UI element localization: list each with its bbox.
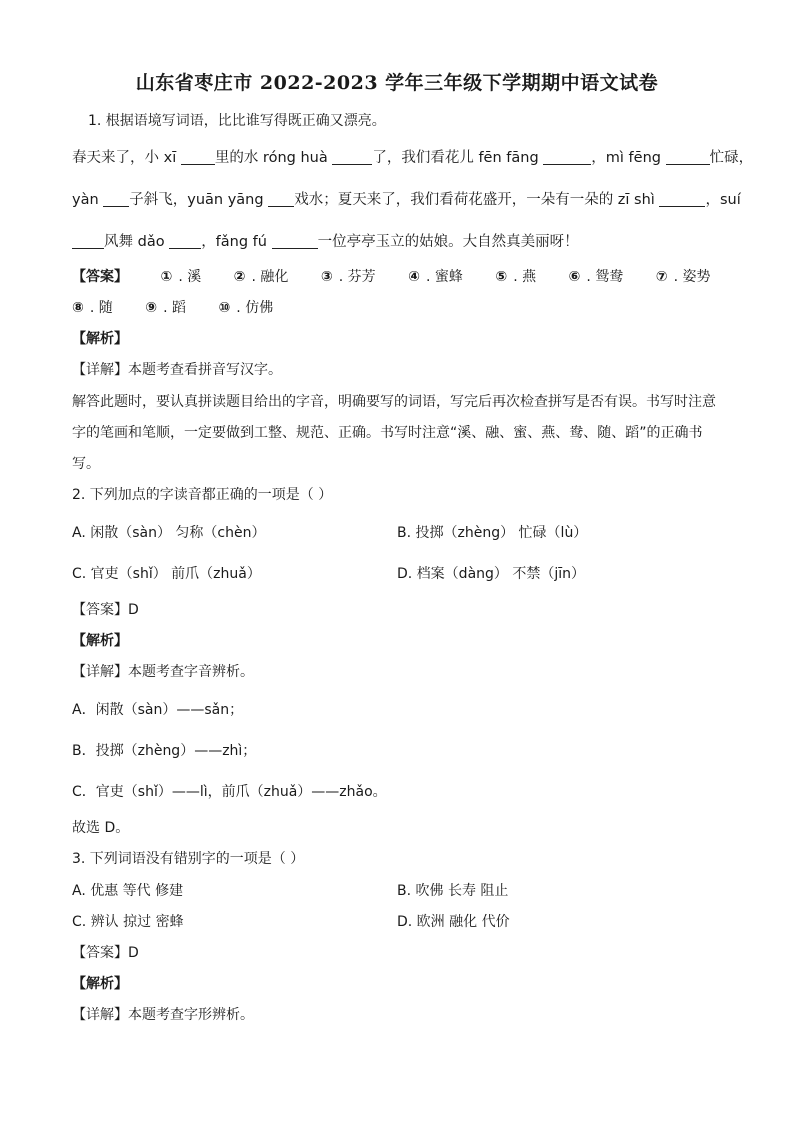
q1-l1-a: 春天来了，小 xī: [72, 150, 181, 166]
q1-explanation-3: 写。: [72, 456, 100, 472]
q2-stem: 2. 下列加点的字读音都正确的一项是（ ）: [72, 487, 333, 503]
answer-item: ⑤ . 燕: [495, 269, 537, 285]
q3-option-b: B. 吹佛 长寿 阻止: [397, 883, 509, 899]
q2-option-b: B. 投掷（zhèng） 忙碌（lù）: [397, 525, 588, 541]
q1-l1-b: 里的水 róng huà: [214, 150, 333, 166]
q1-l1-c: 了，我们看花儿 fēn fāng: [372, 150, 544, 166]
q2-detail: 【详解】本题考查字音辨析。: [72, 664, 254, 680]
q1-l2-b: 子斜飞，yuān yāng: [129, 192, 269, 208]
q2-answer: 【答案】D: [72, 602, 139, 618]
answer-item: ⑩ . 仿佛: [218, 300, 274, 316]
answer-item: ③ . 芬芳: [320, 269, 376, 285]
q1-detail: 【详解】本题考查看拼音写汉字。: [72, 362, 282, 378]
answer-tag: 【答案】: [72, 269, 128, 285]
analysis-tag: 【解析】: [72, 331, 128, 347]
answer-blank[interactable]: [268, 192, 294, 207]
q2-conclusion: 故选 D。: [72, 820, 130, 836]
q2-explanation-b: B．投掷（zhèng）——zhì；: [72, 743, 257, 759]
answer-blank[interactable]: [659, 192, 705, 207]
q1-answers-row-1: [72, 266, 711, 286]
q1-line-3: [72, 230, 579, 251]
q1-line-1: [72, 146, 753, 167]
q1-l1-d: ，mì fēng: [591, 150, 666, 166]
answer-blank[interactable]: [169, 234, 201, 249]
answer-item: ② . 融化: [233, 269, 289, 285]
q1-l3-a: 风舞 dǎo: [104, 234, 170, 250]
q1-stem: 1. 根据语境写词语，比比谁写得既正确又漂亮。: [88, 113, 386, 129]
q2-explanation-a: A．闲散（sàn）——sǎn；: [72, 702, 244, 718]
q1-explanation-2: 字的笔画和笔顺，一定要做到工整、规范、正确。书写时注意“溪、融、蜜、燕、鸯、随、蹈”的正确书: [72, 425, 703, 441]
analysis-tag: 【解析】: [72, 976, 128, 992]
q3-option-a: A. 优惠 等代 修建: [72, 883, 184, 899]
q1-l2-d: ，suí: [705, 192, 741, 208]
q2-option-d: D. 档案（dàng） 不禁（jīn）: [397, 566, 586, 582]
answer-blank[interactable]: [103, 192, 129, 207]
q1-l2-a: yàn: [72, 192, 104, 208]
answer-blank[interactable]: [543, 150, 591, 165]
answer-blank[interactable]: [72, 234, 104, 249]
answer-item: ⑥ . 鸳鸯: [568, 269, 624, 285]
answer-blank[interactable]: [181, 150, 215, 165]
page-title: 山东省枣庄市 2022-2023 学年三年级下学期期中语文试卷: [135, 72, 659, 94]
q1-answers-row-2: [72, 297, 273, 317]
q3-stem: 3. 下列词语没有错别字的一项是（ ）: [72, 851, 305, 867]
q3-detail: 【详解】本题考查字形辨析。: [72, 1007, 254, 1023]
answer-blank[interactable]: [332, 150, 372, 165]
q2-explanation-c: C．官吏（shǐ）——lì，前爪（zhuǎ）——zhǎo。: [72, 784, 387, 800]
q1-explanation-1: 解答此题时，要认真拼读题目给出的字音，明确要写的词语，写完后再次检查拼写是否有误。书写时注意: [72, 394, 716, 410]
q1-l2-c: 戏水；夏天来了，我们看荷花盛开，一朵有一朵的 zī shì: [294, 192, 660, 208]
q3-option-c: C. 辨认 掠过 密蜂: [72, 914, 184, 930]
q1-l1-e: 忙碌，: [709, 150, 754, 166]
answer-blank[interactable]: [666, 150, 710, 165]
q2-option-c: C. 官吏（shǐ） 前爪（zhuǎ）: [72, 566, 261, 582]
answer-item: ① . 溪: [160, 269, 202, 285]
q3-option-d: D. 欧洲 融化 代价: [397, 914, 510, 930]
answer-item: ⑨ . 蹈: [145, 300, 186, 316]
answer-blank[interactable]: [272, 234, 318, 249]
answer-item: ⑦ . 姿势: [655, 269, 711, 285]
q1-line-2: [72, 188, 741, 209]
q2-option-a: A. 闲散（sàn） 匀称（chèn）: [72, 525, 266, 541]
answer-item: ④ . 蜜蜂: [408, 269, 463, 285]
answer-item: ⑧ . 随: [72, 300, 113, 316]
q3-answer: 【答案】D: [72, 945, 139, 961]
analysis-tag: 【解析】: [72, 633, 128, 649]
q1-l3-c: 一位亭亭玉立的姑娘。大自然真美丽呀！: [317, 234, 579, 250]
q1-l3-b: ，fǎng fú: [201, 234, 272, 250]
